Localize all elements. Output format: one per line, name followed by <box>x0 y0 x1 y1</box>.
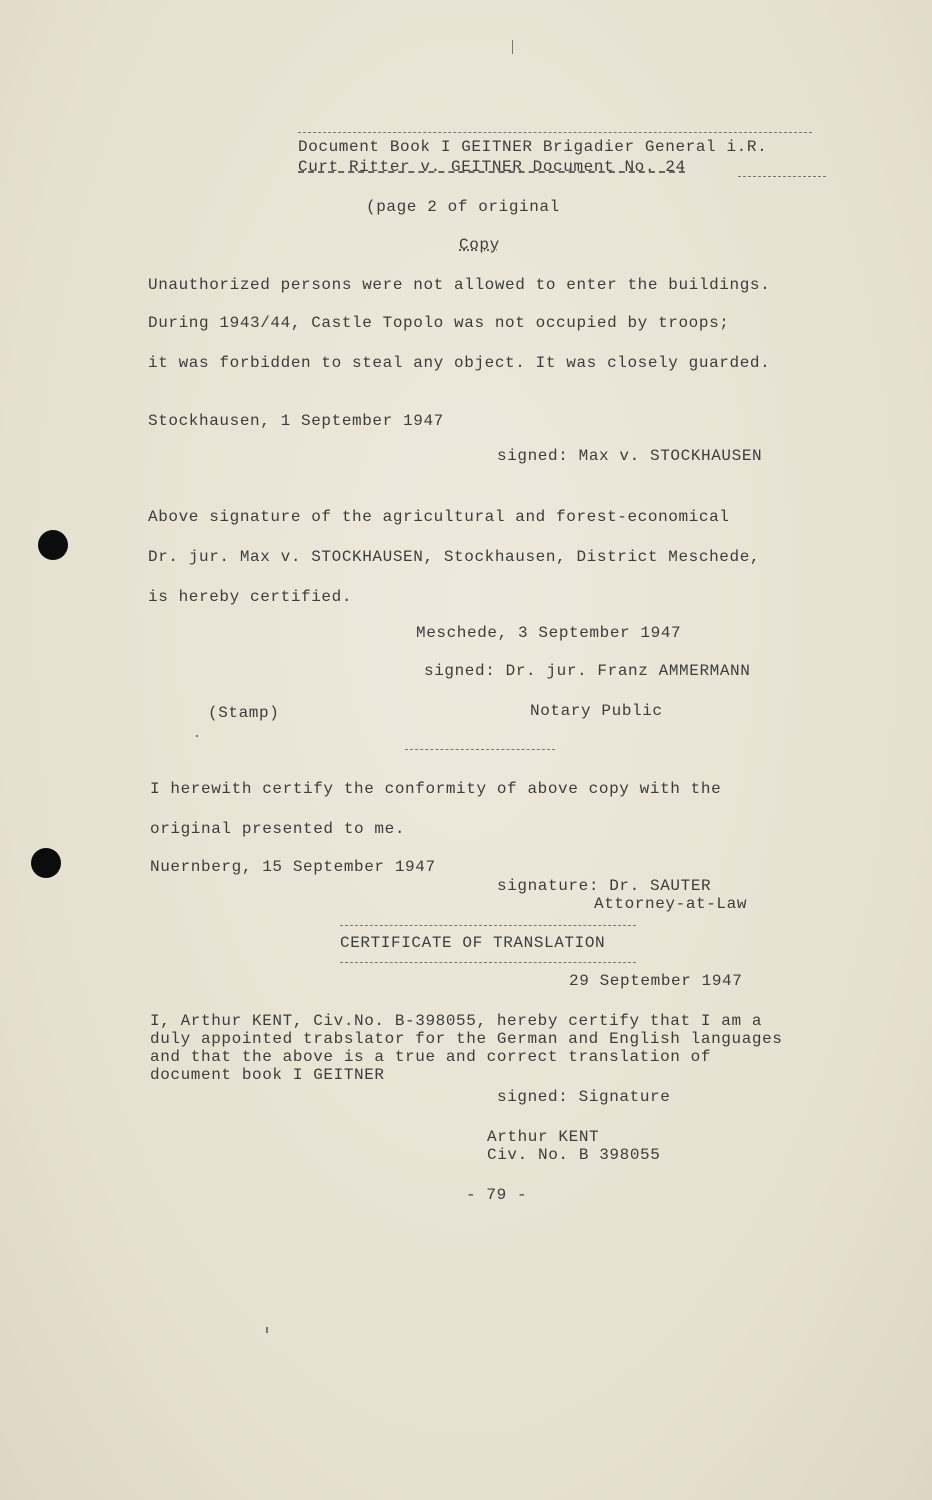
header-line-1: Document Book I GEITNER Brigadier General i.R. <box>298 138 768 156</box>
translation-title: CERTIFICATE OF TRANSLATION <box>340 934 606 952</box>
translation-line-2: duly appointed trabslator for the German and English languages <box>150 1030 783 1048</box>
translation-date: 29 September 1947 <box>569 972 743 990</box>
header-line-2: Curt Ritter v. GEITNER Document No. 24 <box>298 158 686 176</box>
header-rule-tail <box>738 176 826 177</box>
translation-rule-bottom <box>340 962 636 963</box>
cert-line-1: Above signature of the agricultural and forest-economical <box>148 508 730 526</box>
translation-line-4: document book I GEITNER <box>150 1066 385 1084</box>
conformity-line-2: original presented to me. <box>150 820 406 838</box>
conformity-line-1: I herewith certify the conformity of above copy with the <box>150 780 722 798</box>
page-note: (page 2 of original <box>366 198 560 216</box>
copy-label: Copy <box>459 236 500 254</box>
notary-title: Notary Public <box>530 702 663 720</box>
punch-hole-bottom <box>31 848 61 878</box>
page-number: - 79 - <box>466 1186 528 1204</box>
signature-sauter: signature: Dr. SAUTER <box>497 877 712 895</box>
cert-line-2: Dr. jur. Max v. STOCKHAUSEN, Stockhausen, District Meschede, <box>148 548 761 566</box>
place-date-stockhausen: Stockhausen, 1 September 1947 <box>148 412 444 430</box>
scan-speck <box>266 1327 268 1333</box>
place-date-meschede: Meschede, 3 September 1947 <box>416 624 682 642</box>
signed-translator: signed: Signature <box>497 1088 671 1106</box>
attorney-title: Attorney-at-Law <box>594 895 748 913</box>
place-date-nuernberg: Nuernberg, 15 September 1947 <box>150 858 436 876</box>
scan-speck <box>196 735 198 737</box>
translation-line-3: and that the above is a true and correct translation of <box>150 1048 712 1066</box>
translation-line-1: I, Arthur KENT, Civ.No. B-398055, hereby certify that I am a <box>150 1012 763 1030</box>
cert-line-3: is hereby certified. <box>148 588 353 606</box>
signed-stockhausen: signed: Max v. STOCKHAUSEN <box>497 447 763 465</box>
header-rule-top <box>298 132 812 133</box>
body-line-1: Unauthorized persons were not allowed to enter the buildings. <box>148 276 771 294</box>
signed-ammermann: signed: Dr. jur. Franz AMMERMANN <box>424 662 751 680</box>
translator-name: Arthur KENT <box>487 1128 600 1146</box>
scan-speck <box>512 40 513 54</box>
body-line-3: it was forbidden to steal any object. It was closely guarded. <box>148 354 771 372</box>
translator-civ-number: Civ. No. B 398055 <box>487 1146 661 1164</box>
punch-hole-top <box>38 530 68 560</box>
body-line-2: During 1943/44, Castle Topolo was not occupied by troops; <box>148 314 730 332</box>
stamp-note: (Stamp) <box>208 704 280 722</box>
translation-rule-top <box>340 925 636 926</box>
separator-short <box>405 749 555 750</box>
